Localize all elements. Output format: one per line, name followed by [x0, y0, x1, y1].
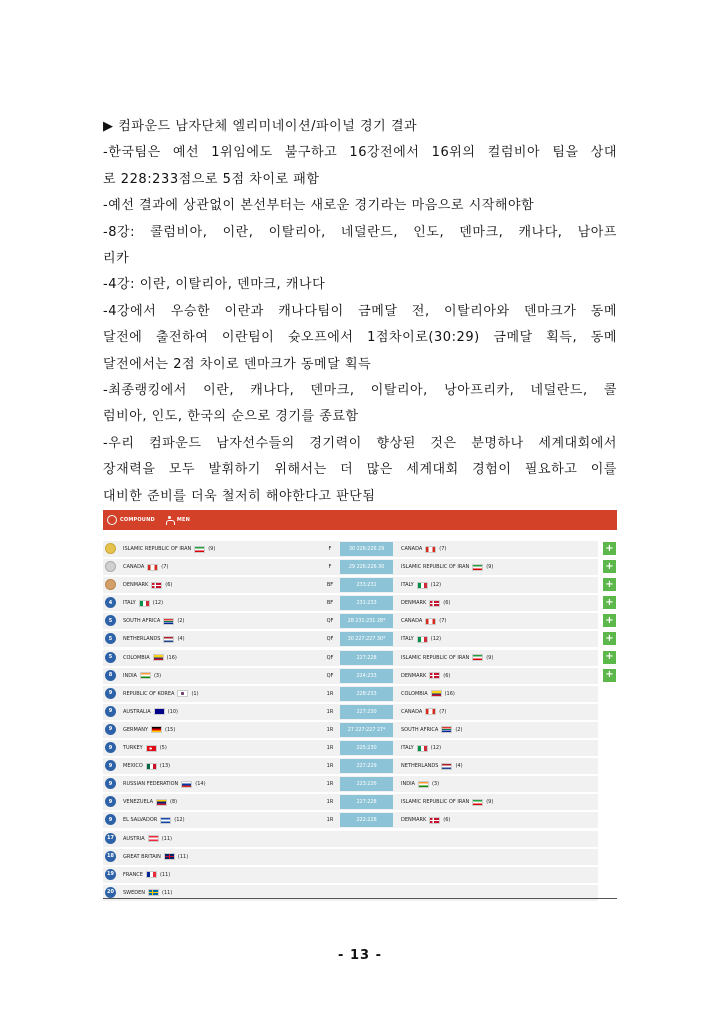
flag-icon: [164, 853, 175, 860]
match-score: 30 227:227 30*: [340, 632, 393, 646]
flag-icon: [163, 636, 174, 643]
match-score: 224:233: [340, 669, 393, 683]
round-label: 1R: [326, 781, 334, 788]
flag-icon: [418, 781, 429, 788]
team-name: INDIA: [123, 672, 137, 679]
flag-icon: [429, 600, 440, 607]
match-score: 28 231:231 28*: [340, 614, 393, 628]
team-name: RUSSIAN FEDERATION: [123, 781, 179, 788]
team-seed: (3): [153, 672, 162, 679]
team-seed: (15): [165, 726, 176, 733]
match-score: 227:228: [340, 651, 393, 665]
opponent-name: ISLAMIC REPUBLIC OF IRAN: [401, 799, 470, 806]
team-cell: [123, 740, 167, 756]
flag-icon: [154, 708, 165, 715]
opponent-seed: (12): [430, 745, 442, 752]
text-line: -4강: 이란, 이탈리아, 덴마크, 캐나다: [103, 277, 326, 293]
team-cell: [123, 577, 172, 593]
team-seed: (12): [174, 817, 185, 824]
opponent-cell: [401, 758, 463, 774]
opponent-name: DENMARK: [401, 600, 427, 607]
table-bottom-rule: [103, 898, 617, 899]
team-name: TURKEY: [123, 745, 143, 752]
round-label: F: [328, 546, 332, 552]
team-seed: (11): [159, 871, 171, 878]
header-compound-label: COMPOUND: [120, 517, 155, 523]
team-cell: [123, 812, 185, 828]
team-cell: [123, 686, 199, 702]
rank-badge: 5: [105, 615, 116, 626]
text-line: -우리 컴파운드 남자선수들의 경기력이 향상된 것은 분명하나 세계대회에서: [103, 435, 617, 451]
expand-button[interactable]: +: [603, 578, 616, 591]
rank-badge: 9: [105, 706, 116, 717]
flag-icon: [146, 745, 157, 752]
expand-button[interactable]: +: [603, 651, 616, 664]
team-cell: [123, 541, 215, 557]
text-line: 달전에서는 2점 차이로 덴마크가 동메달 획득: [103, 356, 372, 372]
team-name: AUSTRIA: [123, 835, 145, 842]
flag-icon: [431, 690, 442, 697]
team-seed: (4): [177, 636, 185, 643]
team-seed: (9): [208, 546, 216, 552]
opponent-name: CANADA: [401, 618, 423, 625]
rank-badge: 5: [105, 633, 116, 644]
flag-icon: [429, 672, 440, 679]
opponent-name: CANADA: [401, 708, 423, 715]
page-number: - 13 -: [338, 948, 382, 963]
opponent-name: NETHERLANDS: [401, 763, 439, 770]
rank-badge: [105, 543, 116, 554]
opponent-cell: [401, 686, 455, 702]
opponent-name: DENMARK: [401, 817, 427, 824]
table-row: [103, 793, 617, 811]
match-score: 233:231: [340, 578, 393, 592]
flag-icon: [147, 564, 158, 571]
opponent-name: ITALY: [401, 636, 414, 643]
team-seed: (2): [177, 618, 185, 625]
opponent-seed: (7): [439, 708, 447, 715]
team-seed: (10): [167, 708, 178, 715]
flag-icon: [151, 582, 162, 589]
text-line: 로 228:233점으로 5점 차이로 패함: [103, 171, 320, 187]
team-cell: [123, 650, 177, 666]
men-icon: [165, 516, 174, 525]
report-text: [103, 114, 617, 510]
opponent-cell: [401, 740, 441, 756]
rank-badge: 9: [105, 688, 116, 699]
team-cell: [123, 631, 185, 647]
flag-icon: [148, 889, 159, 896]
results-table: [103, 540, 617, 902]
opponent-cell: [401, 595, 450, 611]
team-seed: (14): [195, 781, 206, 788]
opponent-cell: [401, 650, 493, 666]
match-score: 223:226: [340, 777, 393, 791]
table-row: [103, 685, 617, 703]
rank-badge: 9: [105, 760, 116, 771]
round-label: QF: [326, 672, 334, 679]
text-line: ▶ 컴파운드 남자단체 엘리미네이션/파이널 경기 결과: [103, 119, 418, 134]
table-row: [103, 612, 617, 630]
opponent-name: ISLAMIC REPUBLIC OF IRAN: [401, 654, 470, 661]
round-label: 1R: [326, 745, 334, 752]
opponent-cell: [401, 613, 446, 629]
rank-badge: 8: [105, 670, 116, 681]
expand-button[interactable]: +: [603, 632, 616, 645]
row-background: [322, 831, 598, 847]
rank-badge: 9: [105, 778, 116, 789]
expand-button[interactable]: +: [603, 669, 616, 682]
table-row: [103, 884, 617, 902]
match-score: 228:233: [340, 687, 393, 701]
team-name: AUSTRALIA: [123, 708, 151, 715]
team-seed: (7): [161, 564, 169, 571]
team-name: GERMANY: [123, 726, 149, 733]
table-row: [103, 630, 617, 648]
match-score: 227:229: [340, 759, 393, 773]
opponent-cell: [401, 794, 493, 810]
flag-icon: [472, 654, 483, 661]
flag-icon: [146, 763, 157, 770]
round-label: 1R: [326, 799, 334, 806]
rank-badge: 9: [105, 742, 116, 753]
expand-button[interactable]: +: [603, 560, 616, 573]
flag-icon: [425, 546, 436, 553]
opponent-cell: [401, 704, 446, 720]
flag-icon: [417, 582, 428, 589]
rank-badge: 9: [105, 814, 116, 825]
team-name: CANADA: [123, 564, 145, 571]
table-row: [103, 667, 617, 685]
flag-icon: [151, 726, 162, 733]
flag-icon: [194, 546, 205, 553]
text-line: -최종랭킹에서 이란, 캐나다, 덴마크, 이탈리아, 낭아프리카, 네덜란드, 콜: [103, 383, 617, 399]
flag-icon: [160, 817, 171, 824]
flag-icon: [146, 871, 157, 878]
opponent-name: ITALY: [401, 745, 414, 752]
team-cell: [123, 559, 168, 575]
opponent-name: DENMARK: [401, 672, 427, 679]
rank-badge: 20: [105, 887, 116, 898]
opponent-name: CANADA: [401, 546, 423, 552]
text-line: -8강: 콜럼비아, 이란, 이탈리아, 네덜란드, 인도, 덴마크, 캐나다, 남아프: [103, 224, 617, 240]
text-line: 리카: [103, 251, 130, 267]
table-row: [103, 721, 617, 739]
team-cell: [123, 668, 161, 684]
team-cell: [123, 776, 206, 792]
flag-icon: [163, 618, 174, 625]
expand-button[interactable]: +: [603, 614, 616, 627]
team-seed: (11): [177, 853, 189, 860]
compound-icon: [107, 515, 117, 525]
table-row: [103, 811, 617, 829]
flag-icon: [472, 564, 483, 571]
team-name: NETHERLANDS: [123, 636, 161, 643]
round-label: 1R: [326, 708, 334, 715]
text-line: 대비한 준비를 더욱 철저히 해야한다고 판단됨: [103, 488, 376, 504]
opponent-cell: [401, 668, 450, 684]
opponent-seed: (4): [455, 763, 463, 770]
text-line: -한국팀은 예선 1위임에도 불구하고 16강전에서 16위의 컬럼비아 팀을 상대: [103, 145, 617, 161]
round-label: QF: [326, 654, 334, 661]
team-seed: (11): [161, 835, 172, 842]
flag-icon: [181, 781, 192, 788]
table-row: [103, 866, 617, 884]
match-score: 27 227:227 27*: [340, 723, 393, 737]
header-men-label: MEN: [176, 517, 190, 523]
rank-badge: 9: [105, 796, 116, 807]
team-cell: [123, 867, 170, 883]
table-row: [103, 540, 617, 558]
flag-icon: [156, 799, 167, 806]
team-name: GREAT BRITAIN: [123, 853, 161, 860]
team-cell: [123, 758, 170, 774]
flag-icon: [153, 654, 164, 661]
opponent-cell: [401, 722, 462, 738]
team-seed: (5): [159, 745, 167, 752]
team-cell: [123, 849, 188, 865]
opponent-cell: [401, 541, 446, 557]
flag-icon: [417, 745, 428, 752]
opponent-name: ITALY: [401, 582, 414, 589]
opponent-name: COLOMBIA: [401, 690, 428, 697]
team-name: ITALY: [123, 600, 136, 607]
team-name: COLOMBIA: [123, 654, 150, 661]
flag-icon: [425, 618, 436, 625]
opponent-cell: [401, 631, 441, 647]
flag-icon: [429, 817, 440, 824]
round-label: 1R: [326, 817, 334, 824]
opponent-cell: [401, 776, 439, 792]
opponent-seed: (6): [443, 600, 451, 607]
text-line: -4강에서 우승한 이란과 캐나다팀이 금메달 전, 이탈리아와 덴마크가 동메: [103, 303, 617, 319]
table-row: [103, 775, 617, 793]
text-line: 장재력을 모두 발휘하기 위해서는 더 많은 세계대회 경험이 필요하고 이를: [103, 462, 617, 478]
match-score: 227:230: [340, 705, 393, 719]
flag-icon: [177, 690, 188, 697]
opponent-seed: (2): [455, 726, 463, 733]
match-score: 227:228: [340, 795, 393, 809]
table-row: [103, 594, 617, 612]
team-cell: [123, 704, 178, 720]
team-cell: [123, 831, 172, 847]
table-row: [103, 848, 617, 866]
rank-badge: 18: [105, 851, 116, 862]
opponent-cell: [401, 577, 441, 593]
opponent-name: INDIA: [401, 781, 415, 788]
opponent-seed: (16): [444, 690, 455, 697]
flag-icon: [441, 726, 452, 733]
expand-button[interactable]: +: [603, 596, 616, 609]
round-label: BF: [326, 582, 334, 589]
text-line: 럼비아, 인도, 한국의 순으로 경기를 종료함: [103, 409, 359, 425]
compound-men-results: [103, 510, 617, 899]
row-background: [322, 867, 598, 883]
opponent-seed: (9): [486, 564, 494, 571]
team-seed: (6): [165, 582, 173, 589]
team-name: REPUBLIC OF KOREA: [123, 690, 175, 697]
table-row: [103, 739, 617, 757]
match-score: 222:228: [340, 813, 393, 827]
opponent-seed: (6): [443, 817, 451, 824]
team-seed: (12): [152, 600, 164, 607]
team-cell: [123, 613, 184, 629]
team-cell: [123, 794, 177, 810]
table-row: [103, 703, 617, 721]
flag-icon: [148, 835, 159, 842]
table-row: [103, 576, 617, 594]
team-name: VENEZUELA: [123, 799, 154, 806]
round-label: QF: [326, 636, 334, 643]
team-name: FRANCE: [123, 871, 143, 878]
team-cell: [123, 722, 175, 738]
text-line: -예선 결과에 상관없이 본선부터는 새로운 경기라는 마음으로 시작해야함: [103, 198, 535, 214]
round-label: BF: [326, 600, 334, 607]
round-label: 1R: [326, 690, 334, 697]
rank-badge: 19: [105, 869, 116, 880]
rank-badge: 5: [105, 652, 116, 663]
team-seed: (13): [159, 763, 171, 770]
team-seed: (11): [162, 889, 173, 896]
table-row: [103, 830, 617, 848]
team-seed: (1): [191, 690, 199, 697]
team-name: SWEDEN: [123, 889, 146, 896]
opponent-seed: (3): [431, 781, 440, 788]
table-row: [103, 757, 617, 775]
team-name: EL SALVADOR: [123, 817, 158, 824]
opponent-cell: [401, 812, 450, 828]
opponent-seed: (12): [430, 636, 442, 643]
round-label: F: [328, 564, 332, 571]
round-label: QF: [326, 618, 334, 625]
rank-badge: 9: [105, 724, 116, 735]
team-name: ISLAMIC REPUBLIC OF IRAN: [123, 546, 192, 552]
results-header: [103, 510, 617, 530]
table-row: [103, 649, 617, 667]
opponent-seed: (12): [430, 582, 442, 589]
opponent-seed: (6): [443, 672, 451, 679]
round-label: 1R: [326, 763, 334, 770]
opponent-seed: (7): [439, 618, 447, 625]
match-score: 30 226:226 29: [340, 542, 393, 556]
team-seed: (16): [166, 654, 177, 661]
flag-icon: [139, 600, 150, 607]
team-name: MEXICO: [123, 763, 143, 770]
team-name: SOUTH AFRICA: [123, 618, 161, 625]
match-score: 225:230: [340, 741, 393, 755]
opponent-seed: (9): [486, 799, 494, 806]
table-row: [103, 558, 617, 576]
opponent-seed: (9): [486, 654, 494, 661]
flag-icon: [425, 708, 436, 715]
flag-icon: [441, 763, 452, 770]
opponent-cell: [401, 559, 493, 575]
flag-icon: [417, 636, 428, 643]
team-seed: (8): [170, 799, 178, 806]
team-name: DENMARK: [123, 582, 149, 589]
round-label: 1R: [326, 726, 334, 733]
match-score: 29 226:226 30: [340, 560, 393, 574]
flag-icon: [140, 672, 151, 679]
rank-badge: 4: [105, 597, 116, 608]
team-cell: [123, 595, 163, 611]
match-score: 231:233: [340, 596, 393, 610]
text-line: 달전에 출전하여 이란팀이 슛오프에서 1점차이로(30:29) 금메달 획득, 동메: [103, 330, 617, 346]
expand-button[interactable]: +: [603, 542, 616, 555]
flag-icon: [472, 799, 483, 806]
opponent-name: ISLAMIC REPUBLIC OF IRAN: [401, 564, 470, 571]
opponent-seed: (7): [439, 546, 447, 552]
rank-badge: 17: [105, 833, 116, 844]
row-background: [322, 849, 598, 865]
opponent-name: SOUTH AFRICA: [401, 726, 439, 733]
